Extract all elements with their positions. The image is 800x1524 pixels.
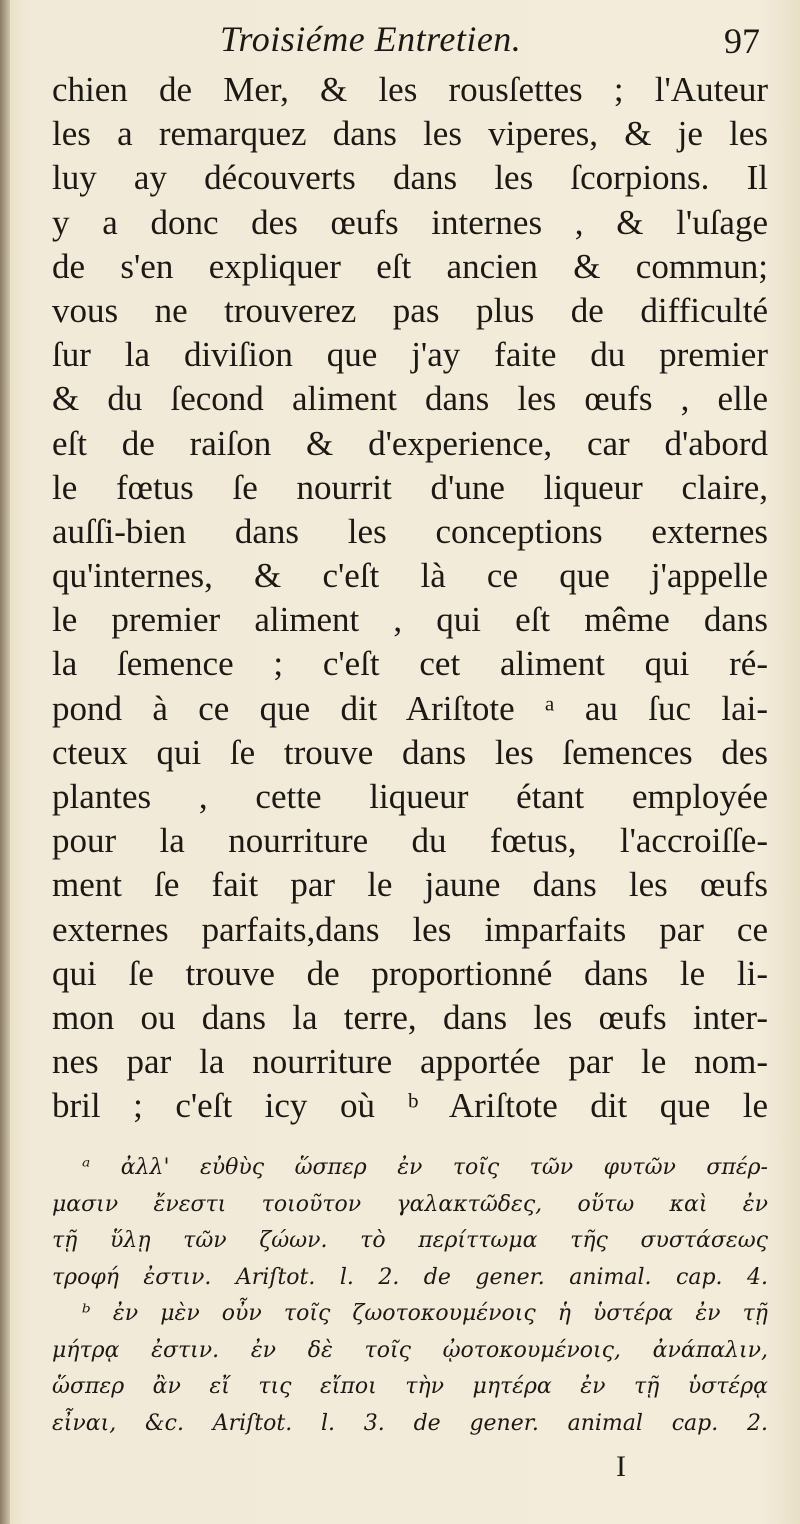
footnote-line: ᵇ ἐν μὲν οὖν τοῖς ζωοτοκουμένοις ἡ ὑστέρα ἐν τῇ	[82, 1301, 768, 1326]
text-line: la ſemence ; c'eſt cet aliment qui ré-	[52, 644, 768, 684]
text-line: nes par la nourriture apportée par le nom-	[52, 1042, 768, 1082]
text-line: de s'en expliquer eſt ancien & commun;	[52, 246, 768, 286]
body-text	[52, 68, 768, 1129]
text-line: mon ou dans la terre, dans les œufs inter-	[52, 997, 768, 1037]
text-line: chien de Mer, & les rousſettes ; l'Auteur	[52, 70, 768, 109]
footnote-line: τροφή ἐστιν. Ariſtot. l. 2. de gener. animal. cap. 4.	[52, 1264, 768, 1290]
footnote-line: ὥσπερ ἂν εἴ τις εἴποι τὴν μητέρα ἐν τῇ ὑστέρᾳ	[52, 1374, 768, 1399]
text-line: le fœtus ſe nourrit d'une liqueur claire,	[52, 467, 768, 507]
footnote-line: τῇ ὕλῃ τῶν ζώων. τὸ περίττωμα τῆς συστάσεως	[52, 1228, 768, 1253]
page-header	[50, 10, 770, 70]
text-line: plantes , cette liqueur étant employée	[52, 777, 768, 816]
footnote-line: μήτρᾳ ἐστιν. ἐν δὲ τοῖς ᾠοτοκουμένοις, ἀνάπαλιν,	[52, 1337, 768, 1363]
text-line: qu'internes, & c'eſt là ce que j'appelle	[52, 556, 768, 596]
text-line: externes parfaits,dans les imparfaits par ce	[52, 909, 768, 949]
page-number: 97	[724, 21, 760, 61]
text-line: qui ſe trouve de proportionné dans le li-	[52, 953, 768, 993]
text-line: cteux qui ſe trouve dans les ſemences des	[52, 732, 768, 772]
text-line: le premier aliment , qui eſt même dans	[52, 600, 768, 640]
text-line: & du ſecond aliment dans les œufs , elle	[52, 379, 768, 419]
text-line: eſt de raiſon & d'experience, car d'abord	[52, 423, 768, 463]
text-line: auſſi-bien dans les conceptions externes	[52, 511, 768, 551]
text-line: luy ay découverts dans les ſcorpions. Il	[52, 158, 768, 198]
text-line: ment ſe fait par le jaune dans les œufs	[52, 865, 768, 905]
page-gutter-shadow	[0, 0, 10, 1524]
text-line: vous ne trouverez pas plus de difficulté	[52, 290, 768, 330]
footnote-line: εἶναι, &c. Ariſtot. l. 3. de gener. animal cap. 2.	[52, 1410, 768, 1436]
footnotes	[52, 1150, 768, 1442]
text-line: les a remarquez dans les viperes, & je les	[52, 114, 768, 154]
text-line: pond à ce que dit Ariſtote ᵃ au ſuc lai-	[52, 688, 768, 728]
text-line: ſur la diviſion que j'ay faite du premier	[52, 335, 768, 375]
text-line: pour la nourriture du fœtus, l'accroiſſe-	[52, 821, 768, 861]
running-title: Troisiéme Entretien.	[220, 19, 522, 59]
footnote-line: μασιν ἔνεστι τοιοῦτον γαλακτῶδες, οὕτω καὶ ἐν	[52, 1191, 768, 1217]
text-line: bril ; c'eſt icy où ᵇ Ariſtote dit que le	[52, 1086, 768, 1126]
footnote-line: ᵃ ἀλλ' εὐθὺς ὥσπερ ἐν τοῖς τῶν φυτῶν σπέρ-	[82, 1155, 768, 1180]
signature-mark: I	[616, 1450, 626, 1483]
text-line: y a donc des œufs internes , & l'uſage	[52, 202, 768, 242]
